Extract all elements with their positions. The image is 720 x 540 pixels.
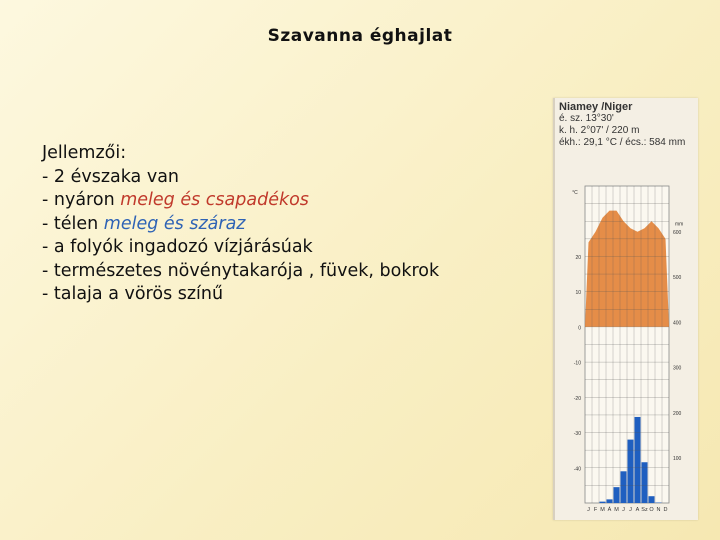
month-label: D	[663, 507, 668, 513]
precipitation-bar	[635, 417, 641, 503]
list-item-text: - télen	[42, 213, 104, 234]
list-heading: Jellemzői:	[42, 143, 127, 163]
precipitation-tick-label: 300	[673, 365, 682, 372]
month-label: Sz	[641, 507, 648, 513]
temperature-tick-label: -20	[573, 395, 581, 402]
precipitation-bar	[642, 462, 648, 503]
precipitation-tick-label: 500	[673, 275, 682, 282]
temperature-tick-label: 10	[575, 290, 581, 297]
station-latitude: é. sz. 13°30'	[559, 113, 614, 124]
station-annual: ékh.: 29,1 °C / écs.: 584 mm	[559, 137, 686, 148]
month-label: N	[656, 507, 661, 513]
month-label: J	[622, 507, 625, 513]
precipitation-bar	[621, 471, 627, 503]
list-item	[42, 189, 542, 213]
month-label: M	[614, 507, 619, 513]
precipitation-tick-label: 200	[673, 410, 682, 417]
list-item: - 2 évszaka van	[42, 166, 180, 187]
precipitation-tick-label: 400	[673, 320, 682, 327]
precipitation-bar	[649, 496, 655, 503]
precipitation-bar	[628, 440, 634, 503]
list-item: - talaja a vörös színű	[42, 284, 224, 304]
characteristics-list	[42, 142, 542, 307]
list-item: - a folyók ingadozó vízjárásúak	[42, 237, 313, 257]
month-label: J	[629, 507, 632, 513]
winter-description: meleg és száraz	[103, 213, 246, 234]
month-label: A	[635, 507, 640, 513]
month-label: M	[600, 507, 605, 513]
month-label: Á	[607, 507, 612, 513]
month-label: O	[649, 507, 654, 513]
temperature-tick-label: -10	[573, 360, 581, 367]
temperature-unit-label: °C	[572, 190, 578, 196]
summer-description: meleg és csapadékos	[120, 190, 309, 210]
month-label: F	[593, 507, 598, 513]
temperature-tick-label: -30	[573, 431, 581, 438]
precipitation-tick-label: 100	[673, 456, 682, 463]
precipitation-bar	[614, 487, 620, 503]
station-name: Niamey /Niger	[559, 101, 633, 113]
page-title: Szavanna éghajlat	[267, 26, 453, 46]
list-item: - természetes növénytakarója , füvek, bokrok	[42, 260, 440, 281]
precipitation-bar	[607, 499, 613, 503]
station-longitude: k. h. 2°07' / 220 m	[559, 125, 640, 136]
climate-chart-svg	[555, 98, 698, 520]
temperature-tick-label: 20	[575, 254, 581, 261]
precipitation-bar	[600, 502, 606, 503]
precipitation-unit-label: mm	[675, 221, 684, 228]
temperature-tick-label: -40	[573, 466, 581, 473]
climate-diagram	[553, 98, 698, 520]
month-label: J	[587, 507, 590, 513]
precipitation-tick-label: 600	[673, 229, 682, 236]
list-item	[42, 213, 542, 237]
temperature-tick-label: 0	[578, 325, 581, 332]
list-item-text: - nyáron	[42, 190, 121, 210]
